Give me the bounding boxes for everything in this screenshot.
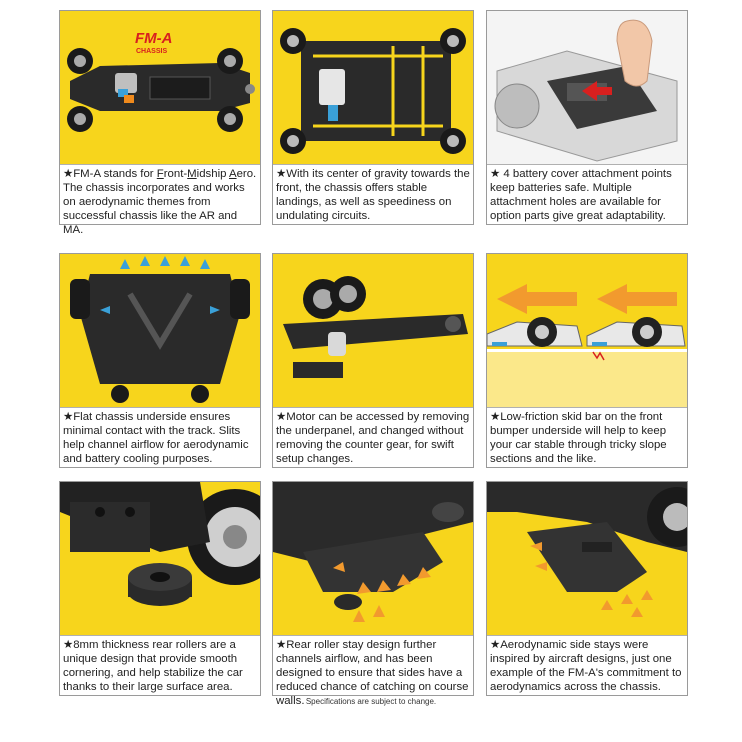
feature-card-7	[59, 481, 261, 696]
svg-text:CHASSIS: CHASSIS	[136, 48, 168, 55]
chassis-top-view-image	[60, 11, 260, 165]
feature-card-3	[486, 10, 688, 225]
feature-caption: ★8mm thickness rear rollers are a unique design that provide smooth cornering, and help stabilize the car thanks to their large surface area.	[63, 639, 243, 693]
feature-card-9	[486, 481, 688, 696]
feature-caption: ★Rear roller stay design further channels airflow, and has been designed to ensure that sides have a reduced chance of catching on course walls.	[276, 639, 469, 707]
motor-access-image	[273, 254, 473, 408]
rear-roller-image	[60, 482, 260, 636]
side-stay-image	[487, 482, 687, 636]
chassis-frame-image	[273, 11, 473, 165]
feature-caption: ★Motor can be accessed by removing the underpanel, and changed without removing the counter gear, for swift setup changes.	[276, 411, 470, 465]
svg-text:FM-A: FM-A	[135, 30, 173, 47]
feature-caption: ★Aerodynamic side stays were inspired by aircraft designs, just one example of the FM-A's commitment to aerodynamics across the chassis.	[490, 639, 682, 693]
rear-roller-stay-image	[273, 482, 473, 636]
specifications-note: Specifications are subject to change.	[305, 697, 437, 706]
feature-card-6	[486, 253, 688, 468]
feature-caption: ★With its center of gravity towards the front, the chassis offers stable landings, as well as speediness on undulating circuits.	[276, 168, 470, 222]
feature-caption: ★ 4 battery cover attachment points keep batteries safe. Multiple attachment holes are available for option parts give great adaptability.	[490, 168, 672, 222]
feature-card-5	[272, 253, 474, 468]
battery-cover-image	[487, 11, 687, 165]
feature-card-4	[59, 253, 261, 468]
feature-caption: ★Low-friction skid bar on the front bumper underside will help to keep your car stable through tricky slope sections and the like.	[490, 411, 667, 465]
skid-bar-illustration	[487, 254, 687, 408]
feature-caption: ★Flat chassis underside ensures minimal contact with the track. Slits help channel airflow for aerodynamic and battery cooling purposes.	[63, 411, 249, 465]
feature-card-2	[272, 10, 474, 225]
fm-a-logo	[135, 30, 173, 55]
feature-caption: ★FM-A stands for Front-Midship Aero. The chassis incorporates and works on aerodynamic themes from successful chassis like the AR and MA.	[63, 168, 257, 236]
chassis-underside-image	[60, 254, 260, 408]
feature-card-1	[59, 10, 261, 236]
